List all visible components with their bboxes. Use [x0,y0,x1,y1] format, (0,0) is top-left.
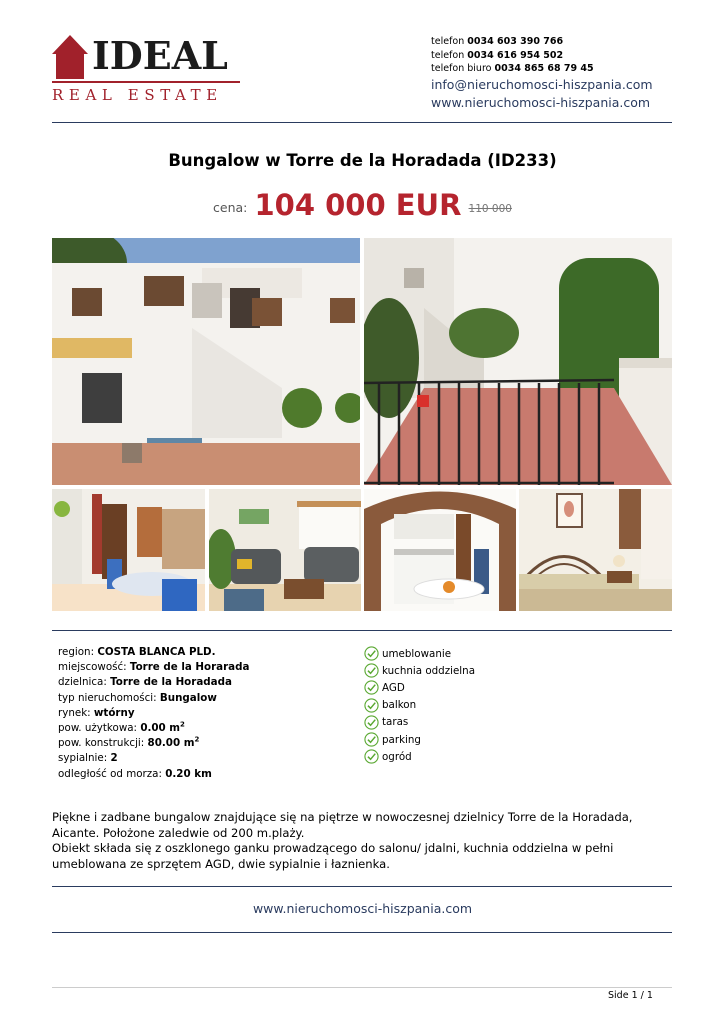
logo-word: IDEAL [92,33,228,78]
page-number: Side 1 / 1 [608,990,653,1001]
check-icon [364,715,379,730]
phone-number[interactable]: 0034 603 390 766 [467,36,564,47]
logo-divider [52,81,240,83]
photo-exterior-gate[interactable] [364,238,672,485]
detail-row: region: COSTA BLANCA PLD. [58,646,216,658]
detail-row: sypialnie: 2 [58,752,118,765]
listing-title: Bungalow w Torre de la Horadada (ID233) [168,151,557,170]
phone-number[interactable]: 0034 865 68 79 45 [494,63,594,74]
photo-living-room[interactable] [209,489,361,611]
check-icon [364,749,379,764]
company-logo [52,34,242,108]
detail-row: dzielnica: Torre de la Horadada [58,676,232,689]
page-footer-divider [52,987,672,988]
feature-item: umeblowanie [364,645,475,662]
detail-row: rynek: wtórny [58,706,135,719]
check-icon [364,663,379,678]
feature-item: AGD [364,679,475,696]
feature-item: kuchnia oddzielna [364,662,475,679]
feature-list [364,645,475,765]
detail-row: pow. konstrukcji: 80.00 $m^2$ [58,735,200,750]
description-divider [52,886,672,887]
photo-bedroom[interactable] [519,489,672,611]
check-icon [364,732,379,747]
price-line [0,188,725,222]
detail-row: miejscowość: Torre de la Horarada [58,661,250,674]
header-divider [52,122,672,123]
feature-item: parking [364,731,475,748]
check-icon [364,698,379,713]
description-paragraph: Piękne i zadbane bungalow znajdujące się na piętrze w nowoczesnej dzielnicy Torre de la Horadada, Aicante. Położone zaledwie od 200 m.plaży. [52,810,633,840]
detail-row: pow. użytkowa: 0.00 $m^2$ [58,720,185,735]
phone-number[interactable]: 0034 616 954 502 [467,49,564,61]
feature-item: ogród [364,748,475,765]
property-details [58,645,249,782]
description-paragraph: Obiekt składa się z oszklonego ganku prowadzącego do salonu/ jdalni, kuchnia oddzielna w pełni umeblowana ze sprzętem AGD, dwie sypialnie i łaznienka. [52,841,614,871]
contact-block [431,35,653,112]
feature-item: taras [364,714,475,731]
check-icon [364,680,379,695]
photo-terrace[interactable] [52,489,205,611]
detail-row: typ nieruchomości: Bungalow [58,691,217,704]
photo-exterior-front[interactable] [52,238,360,485]
description [52,810,677,872]
footer-divider [52,932,672,933]
detail-row: odległość od morza: 0.20 km [58,767,212,780]
website-link[interactable]: www.nieruchomosci-hiszpania.com [431,94,651,110]
photo-kitchen[interactable] [364,489,516,611]
footer-website-link[interactable]: www.nieruchomosci-hiszpania.com [252,901,473,916]
house-icon [52,35,88,79]
price-value: 104 000 EUR [254,188,462,222]
phone-line: telefon 0034 603 390 766 [431,36,564,47]
logo-subtitle: REAL ESTATE [52,86,223,104]
email-link[interactable]: info@nieruchomosci-hiszpania.com [431,76,653,92]
phone-line: telefon biuro 0034 865 68 79 45 [431,63,594,74]
price-label: cena: [213,200,248,215]
phone-line: telefon 0034 616 954 502 [431,49,564,61]
check-icon [364,646,379,661]
photos-divider [52,630,672,631]
feature-item: balkon [364,697,475,714]
old-price: 110 000 [468,203,512,215]
